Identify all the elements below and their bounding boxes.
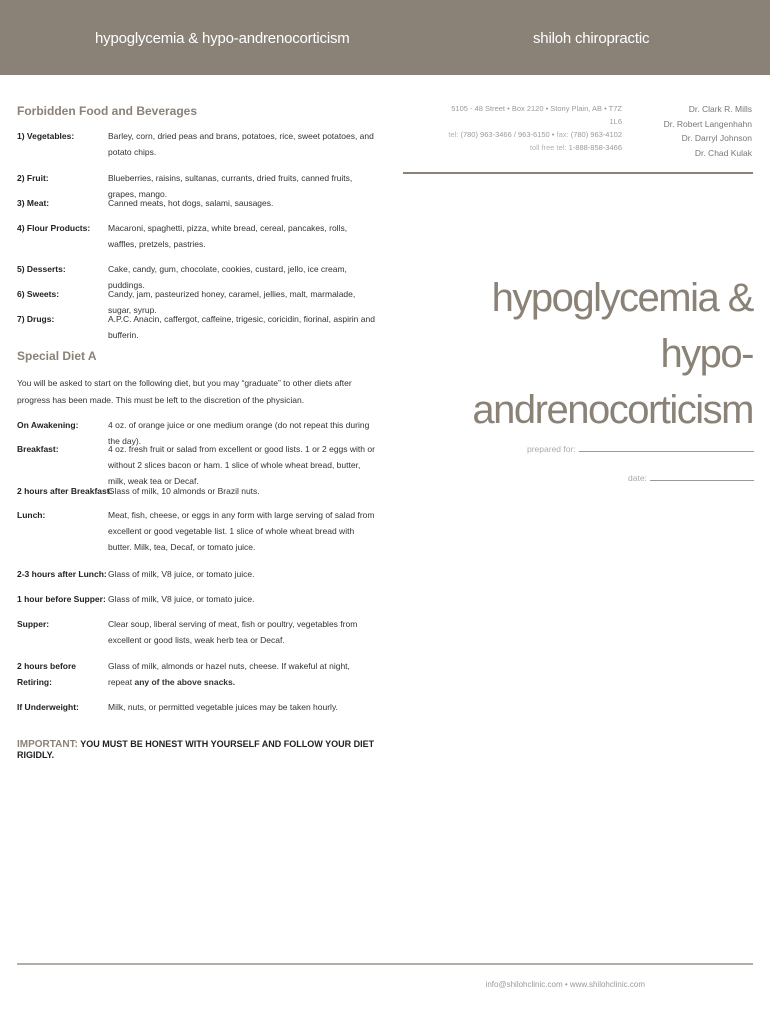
document-title: [440, 270, 753, 438]
date-label: date:: [628, 473, 647, 483]
prepared-for-field: [527, 442, 754, 454]
header-band: [0, 0, 770, 75]
title-line-2: hypo-andrenocorticism: [472, 332, 753, 432]
clinic-address: [440, 102, 622, 154]
forbidden-item-text: A.P.C. Anacin, caffergot, caffeine, trigesic, coricidin, fiorinal, aspirin and bufferin.: [108, 314, 375, 340]
date-field: [628, 471, 754, 483]
diet-item-text: [108, 658, 376, 690]
diet-item-label: If Underweight:: [17, 702, 79, 712]
tollfree-value: 1-888-858-3466: [568, 143, 622, 152]
forbidden-item-text: Candy, jam, pasteurized honey, caramel, jellies, malt, marmalade, sugar, syrup.: [108, 289, 356, 315]
diet-item-text: Glass of milk, V8 juice, or tomato juice.: [108, 569, 255, 579]
diet-item-text: 4 oz. of orange juice or one medium orange (do not repeat this during the day).: [108, 420, 370, 446]
diet-item-text: Glass of milk, 10 almonds or Brazil nuts.: [108, 486, 260, 496]
important-text: YOU MUST BE HONEST WITH YOURSELF AND FOLLOW YOUR DIET RIGIDLY.: [17, 739, 375, 760]
doctor-name: Dr. Darryl Johnson: [681, 133, 752, 143]
forbidden-item-text: Macaroni, spaghetti, pizza, white bread, cereal, pancakes, rolls, waffles, pretzels, pastries.: [108, 223, 348, 249]
tel-label: tel:: [448, 130, 459, 139]
forbidden-item-label: 2) Fruit:: [17, 173, 49, 183]
forbidden-item-label: 5) Desserts:: [17, 264, 66, 274]
doctor-name: Dr. Chad Kulak: [694, 147, 752, 158]
diet-item-label: 2 hours before Retiring:: [17, 661, 77, 687]
forbidden-item-text: Cake, candy, gum, chocolate, cookies, custard, jello, ice cream, puddings.: [108, 264, 347, 290]
important-label: IMPORTANT:: [17, 739, 78, 750]
fax-label: fax:: [556, 130, 569, 139]
diet-item-label: Lunch:: [17, 510, 46, 520]
forbidden-item-label: 7) Drugs:: [17, 314, 55, 324]
tel-value: (780) 963-3466 / 963-6150 •: [460, 130, 555, 139]
diet-item-label: On Awakening:: [17, 420, 79, 430]
footer-contact: info@shilohclinic.com • www.shilohclinic.com: [485, 980, 645, 989]
title-line-1: hypoglycemia &: [491, 276, 753, 320]
fax-value: (780) 963-4102: [570, 130, 622, 139]
diet-item-text-bold: any of the above snacks.: [134, 677, 236, 687]
diet-item-label: Breakfast:: [17, 444, 59, 454]
diet-item-text: Meat, fish, cheese, or eggs in any form with large serving of salad from excellent or good vegetable list. 1 slice of whole wheat bread with butter. Milk, tea, Decaf, or tomato juice.: [108, 510, 375, 552]
address-line: 5105 - 48 Street • Box 2120 • Stony Plain, AB • T7Z 1L6: [451, 104, 622, 126]
doctor-name: Dr. Clark R. Mills: [688, 104, 752, 114]
diet-item-text: Clear soup, liberal serving of meat, fish or poultry, vegetables from excellent or good lists, weak herb tea or Decaf.: [108, 619, 358, 645]
diet-title: Special Diet A: [17, 349, 97, 363]
forbidden-item-label: 6) Sweets:: [17, 289, 60, 299]
divider-bottom: [17, 963, 753, 965]
diet-item-text: Milk, nuts, or permitted vegetable juices may be taken hourly.: [108, 702, 338, 712]
diet-item-label: 2 hours after Breakfast:: [17, 486, 113, 496]
prepared-for-line: [579, 442, 754, 452]
forbidden-item-label: 3) Meat:: [17, 198, 50, 208]
doctor-list: [650, 102, 752, 160]
date-line: [650, 471, 754, 481]
forbidden-item-text: Barley, corn, dried peas and brans, potatoes, rice, sweet potatoes, and potato chips.: [108, 131, 374, 157]
doctor-name: Dr. Robert Langenhahn: [663, 118, 752, 129]
diet-item-text: Glass of milk, V8 juice, or tomato juice.: [108, 594, 255, 604]
diet-item-label: 1 hour before Supper:: [17, 594, 106, 604]
header-left-title: hypoglycemia & hypo-andrenocorticism: [95, 30, 350, 47]
important-note: [17, 739, 377, 760]
phone-line: [440, 128, 622, 141]
tollfree-line: [440, 141, 622, 154]
diet-item-text-main: Glass of milk, almonds or hazel nuts, cheese. If wakeful at night, repeat: [108, 661, 350, 687]
forbidden-title: Forbidden Food and Beverages: [17, 104, 198, 118]
tollfree-label: toll free tel:: [529, 143, 567, 152]
header-right-title: shiloh chiropractic: [533, 30, 650, 47]
forbidden-item-label: 1) Vegetables:: [17, 131, 75, 141]
forbidden-item-text: Blueberries, raisins, sultanas, currants, dried fruits, canned fruits, grapes, mango.: [108, 173, 353, 199]
diet-item-label: Supper:: [17, 619, 50, 629]
diet-intro: You will be asked to start on the following diet, but you may “graduate” to other diets after progress has been made. This must be left to the discretion of the physician.: [17, 378, 352, 405]
diet-item-text: 4 oz. fresh fruit or salad from excellent or good lists. 1 or 2 eggs with or without 2 slices bacon or ham. 1 slice of whole wheat bread, butter, milk, weak tea or Decaf.: [108, 444, 375, 486]
prepared-for-label: prepared for:: [527, 444, 576, 454]
divider-top: [403, 172, 753, 174]
forbidden-item-text: Canned meats, hot dogs, salami, sausages.: [108, 198, 274, 208]
forbidden-item-label: 4) Flour Products:: [17, 223, 91, 233]
diet-item-label: 2-3 hours after Lunch:: [17, 569, 107, 579]
